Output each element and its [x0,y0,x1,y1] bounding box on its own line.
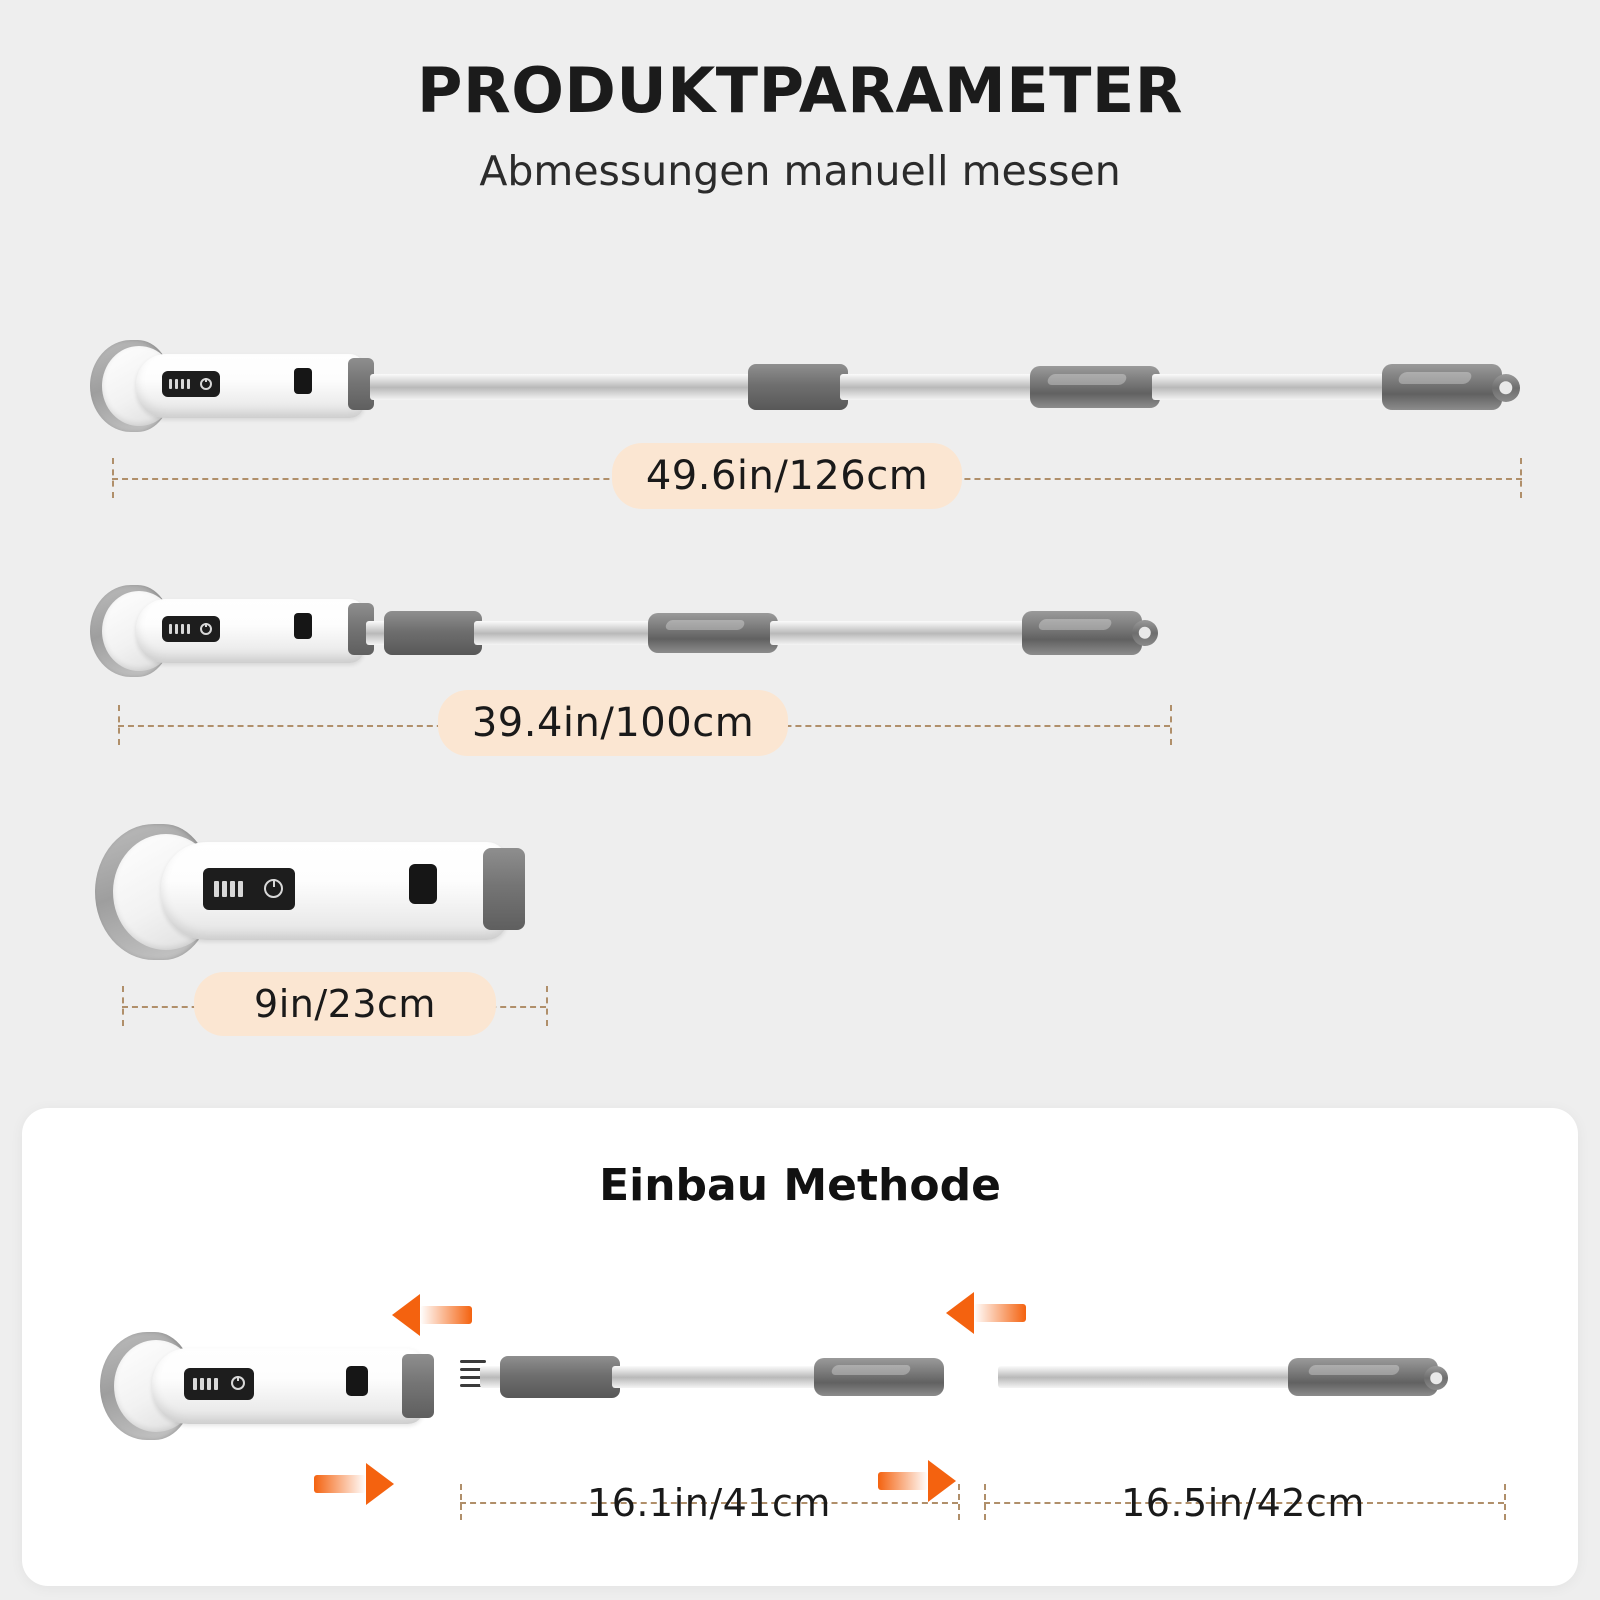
install-arrow-right-tail [314,1475,366,1493]
body-collar [402,1354,434,1418]
page-subtitle: Abmessungen manuell messen [479,147,1121,196]
installation-card [22,1108,1578,1586]
battery-indicator [169,379,190,389]
pole-segment-2 [474,621,664,645]
dimension-label-mid: 39.4in/100cm [438,690,788,756]
install-arrow-join-left-tail [974,1304,1026,1322]
battery-indicator [214,881,243,897]
dimension-tick-right-pole-short [958,1484,960,1520]
tool-fully-extended [0,330,1600,460]
product-row-handheld [0,820,1600,1060]
install-pole-long [988,1338,1528,1438]
control-panel[interactable] [203,868,295,910]
dimension-tick-right-handheld [546,986,548,1026]
install-pole-short [452,1338,972,1438]
dimension-label-full: 49.6in/126cm [612,443,962,509]
power-icon[interactable] [200,623,212,635]
pole-segment-3 [1152,374,1392,400]
hang-hole-1 [1492,374,1520,402]
battery-indicator [169,624,190,634]
installation-title: Einbau Methode [599,1160,1001,1211]
hang-hole-2 [1132,620,1158,646]
pole-grip-2 [1022,611,1142,655]
pole-long-shaft [998,1366,1298,1388]
install-arrow-left-tail [420,1306,472,1324]
install-scrubber-body [100,1330,450,1450]
pole-segment-1 [370,374,760,400]
battery-indicator [193,1378,218,1390]
install-arrow-right [366,1463,394,1505]
dimension-tick-right-mid [1170,705,1172,745]
pole-short-joint [500,1356,620,1398]
pole-grip-2 [1382,364,1502,410]
pole-joint-1 [384,611,482,655]
dimension-tick-left-pole-long [984,1484,986,1520]
dimension-tick-left-mid [118,705,120,745]
pole-joint-1 [748,364,848,410]
release-button[interactable] [294,613,312,639]
install-arrow-join-left [946,1292,974,1334]
dimension-label-pole-short: 16.1in/41cm [587,1481,831,1525]
dimension-label-handheld: 9in/23cm [194,972,496,1036]
pole-short-grip [814,1358,944,1396]
pole-grip-1 [648,613,778,653]
dimension-tick-right-pole-long [1504,1484,1506,1520]
power-icon[interactable] [264,879,283,898]
scrubber-body [95,820,555,970]
pole-long-grip [1288,1358,1438,1396]
dimension-tick-right-full [1520,458,1522,498]
page-header [0,0,1600,194]
scrubber-body [90,583,370,683]
tool-mid-extended [0,575,1600,705]
tool-handheld [0,820,700,980]
pole-grip-1 [1030,366,1160,408]
dimension-label-pole-long: 16.5in/42cm [1121,1481,1365,1525]
control-panel[interactable] [184,1368,254,1400]
product-row-fully-extended [0,330,1600,500]
install-arrow-left [392,1294,420,1336]
body-collar [483,848,525,930]
power-icon[interactable] [231,1376,245,1390]
install-arrow-join-right-tail [878,1472,928,1490]
release-button[interactable] [294,368,312,394]
release-button[interactable] [346,1366,368,1396]
pole-segment-3 [770,621,1032,645]
dimension-tick-left-pole-short [460,1484,462,1520]
scrubber-body [90,338,370,438]
control-panel[interactable] [162,371,220,397]
product-row-mid-extended [0,575,1600,755]
hang-hole-3 [1424,1366,1448,1390]
page-title: PRODUKTPARAMETER [417,54,1183,127]
pole-segment-2 [840,374,1040,400]
install-arrow-join-right [928,1460,956,1502]
release-button[interactable] [409,864,437,904]
dimension-tick-left-full [112,458,114,498]
control-panel[interactable] [162,616,220,642]
dimension-tick-left-handheld [122,986,124,1026]
pole-short-shaft [612,1366,822,1388]
power-icon[interactable] [200,378,212,390]
